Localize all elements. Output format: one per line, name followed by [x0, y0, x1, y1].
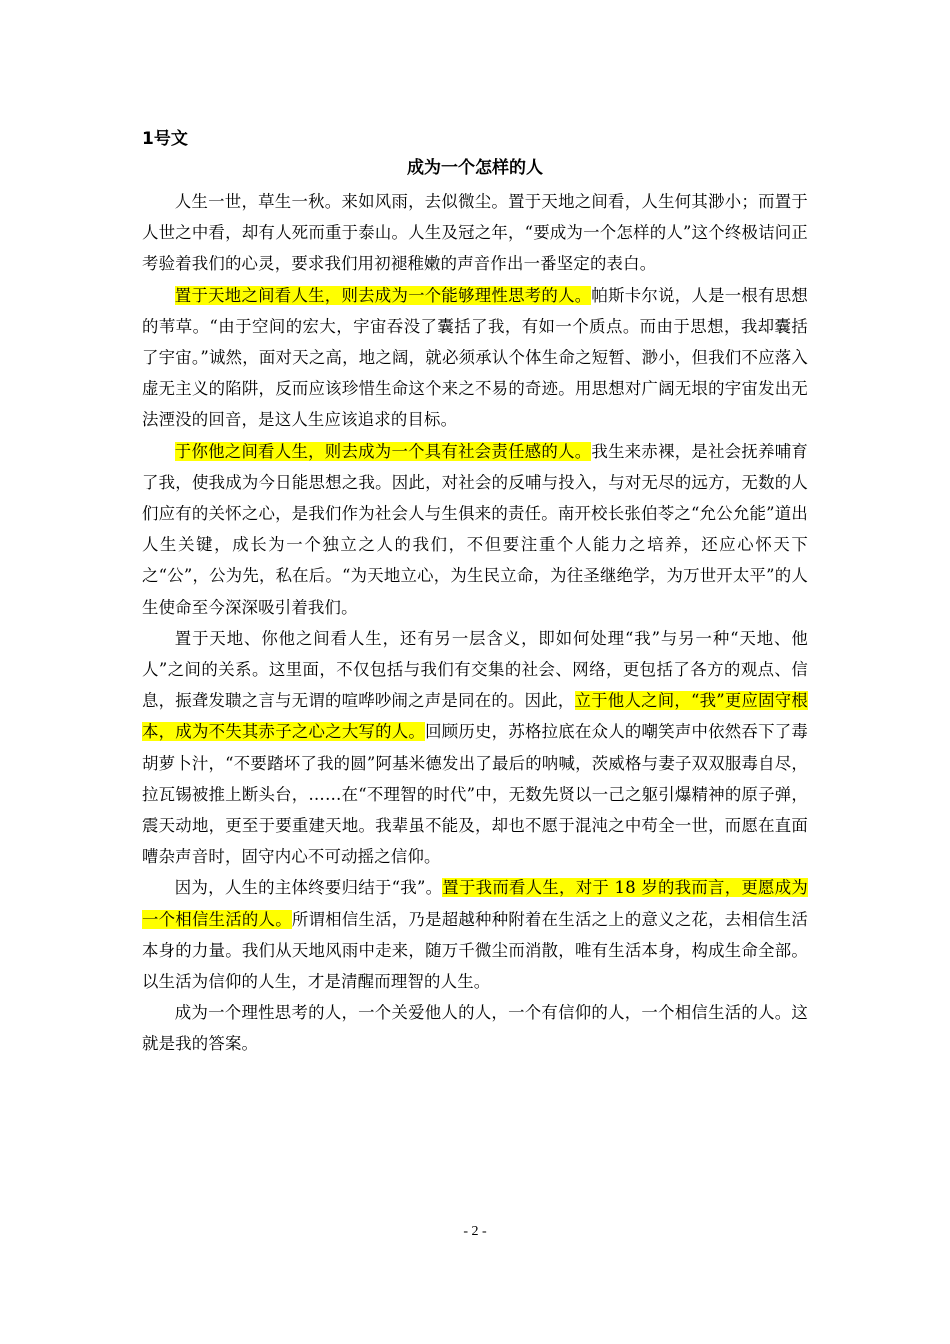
paragraph-4-text: 回顾历史，苏格拉底在众人的嘲笑声中依然吞下了毒胡萝卜汁，“不要踏坏了我的圆”阿基米德发出了最后的呐喊，茨威格与妻子双双服毒自尽，拉瓦锡被推上断头台，……在“不理智的时代”中，无数先贤以一己之躯引爆精神的原子弹，震天动地，更至于要重建天地。我辈虽不能及，却也不愿于混沌之中苟全一世，而愿在直面嘈杂声音时，固守内心不可动摇之信仰。: [142, 722, 808, 867]
paragraph-5-highlight: 置于我而看人生，对于 18 岁的我而言，更愿成为一个相信生活的人。: [142, 878, 808, 929]
paragraph-3: [142, 436, 808, 623]
paragraph-5: [142, 872, 808, 997]
paragraph-4: [142, 623, 808, 873]
paragraph-3-highlight: 于你他之间看人生，则去成为一个具有社会责任感的人。: [174, 441, 592, 461]
paragraph-6-text: 成为一个理性思考的人，一个关爱他人的人，一个有信仰的人，一个相信生活的人。这就是我的答案。: [142, 1003, 808, 1054]
paragraph-1: [142, 186, 808, 280]
essay-title: 成为一个怎样的人: [407, 158, 543, 178]
paragraph-2-highlight: 置于天地之间看人生，则去成为一个能够理性思考的人。: [174, 285, 592, 305]
document-label: 1号文: [142, 129, 188, 149]
paragraph-4-pre: 置于天地、你他之间看人生，还有另一层含义，即如何处理“我”与另一种“天地、他人”之间的关系。这里面，不仅包括与我们有交集的社会、网络，更包括了各方的观点、信息，振聋发聩之言与无谓的喧哗吵闹之声是同在的。因此，: [142, 628, 808, 711]
paragraph-4-highlight: 立于他人之间，“我”更应固守根本，成为不失其赤子之心之大写的人。: [142, 691, 808, 742]
paragraph-5-text: 所谓相信生活，乃是超越种种附着在生活之上的意义之花，去相信生活本身的力量。我们从天地风雨中走来，随万千微尘而消散，唯有生活本身，构成生命全部。以生活为信仰的人生，才是清醒而理智的人生。: [142, 909, 808, 992]
paragraph-6: [142, 997, 808, 1059]
page-number: - 2 -: [463, 1224, 487, 1239]
paragraph-1-text: 人生一世，草生一秋。来如风雨，去似微尘。置于天地之间看，人生何其渺小；而置于人世之中看，却有人死而重于泰山。人生及冠之年，“要成为一个怎样的人”这个终极诘问正考验着我们的心灵，要求我们用初褪稚嫩的声音作出一番坚定的表白。: [142, 192, 808, 274]
paragraph-5-pre: 因为，人生的主体终要归结于“我”。: [174, 878, 443, 898]
paragraph-2: [142, 280, 808, 436]
document-body: [142, 128, 808, 1060]
paragraph-3-text: 我生来赤裸，是社会抚养哺育了我，使我成为今日能思想之我。因此，对社会的反哺与投入，与对无尽的远方，无数的人们应有的关怀之心，是我们作为社会人与生俱来的责任。南开校长张伯苓之“允公允能”道出人生关键，成长为一个独立之人的我们，不但要注重个人能力之培养，还应心怀天下之“公”，公为先，私在后。“为天地立心，为生民立命，为往圣继绝学，为万世开太平”的人生使命至今深深吸引着我们。: [142, 441, 808, 617]
paragraph-2-text: 帕斯卡尔说，人是一根有思想的苇草。“由于空间的宏大，宇宙吞没了囊括了我，有如一个质点。而由于思想，我却囊括了宇宙。”诚然，面对天之高，地之阔，就必须承认个体生命之短暂、渺小，但我们不应落入虚无主义的陷阱，反而应该珍惜生命这个来之不易的奇迹。用思想对广阔无垠的宇宙发出无法湮没的回音，是这人生应该追求的目标。: [142, 285, 808, 430]
